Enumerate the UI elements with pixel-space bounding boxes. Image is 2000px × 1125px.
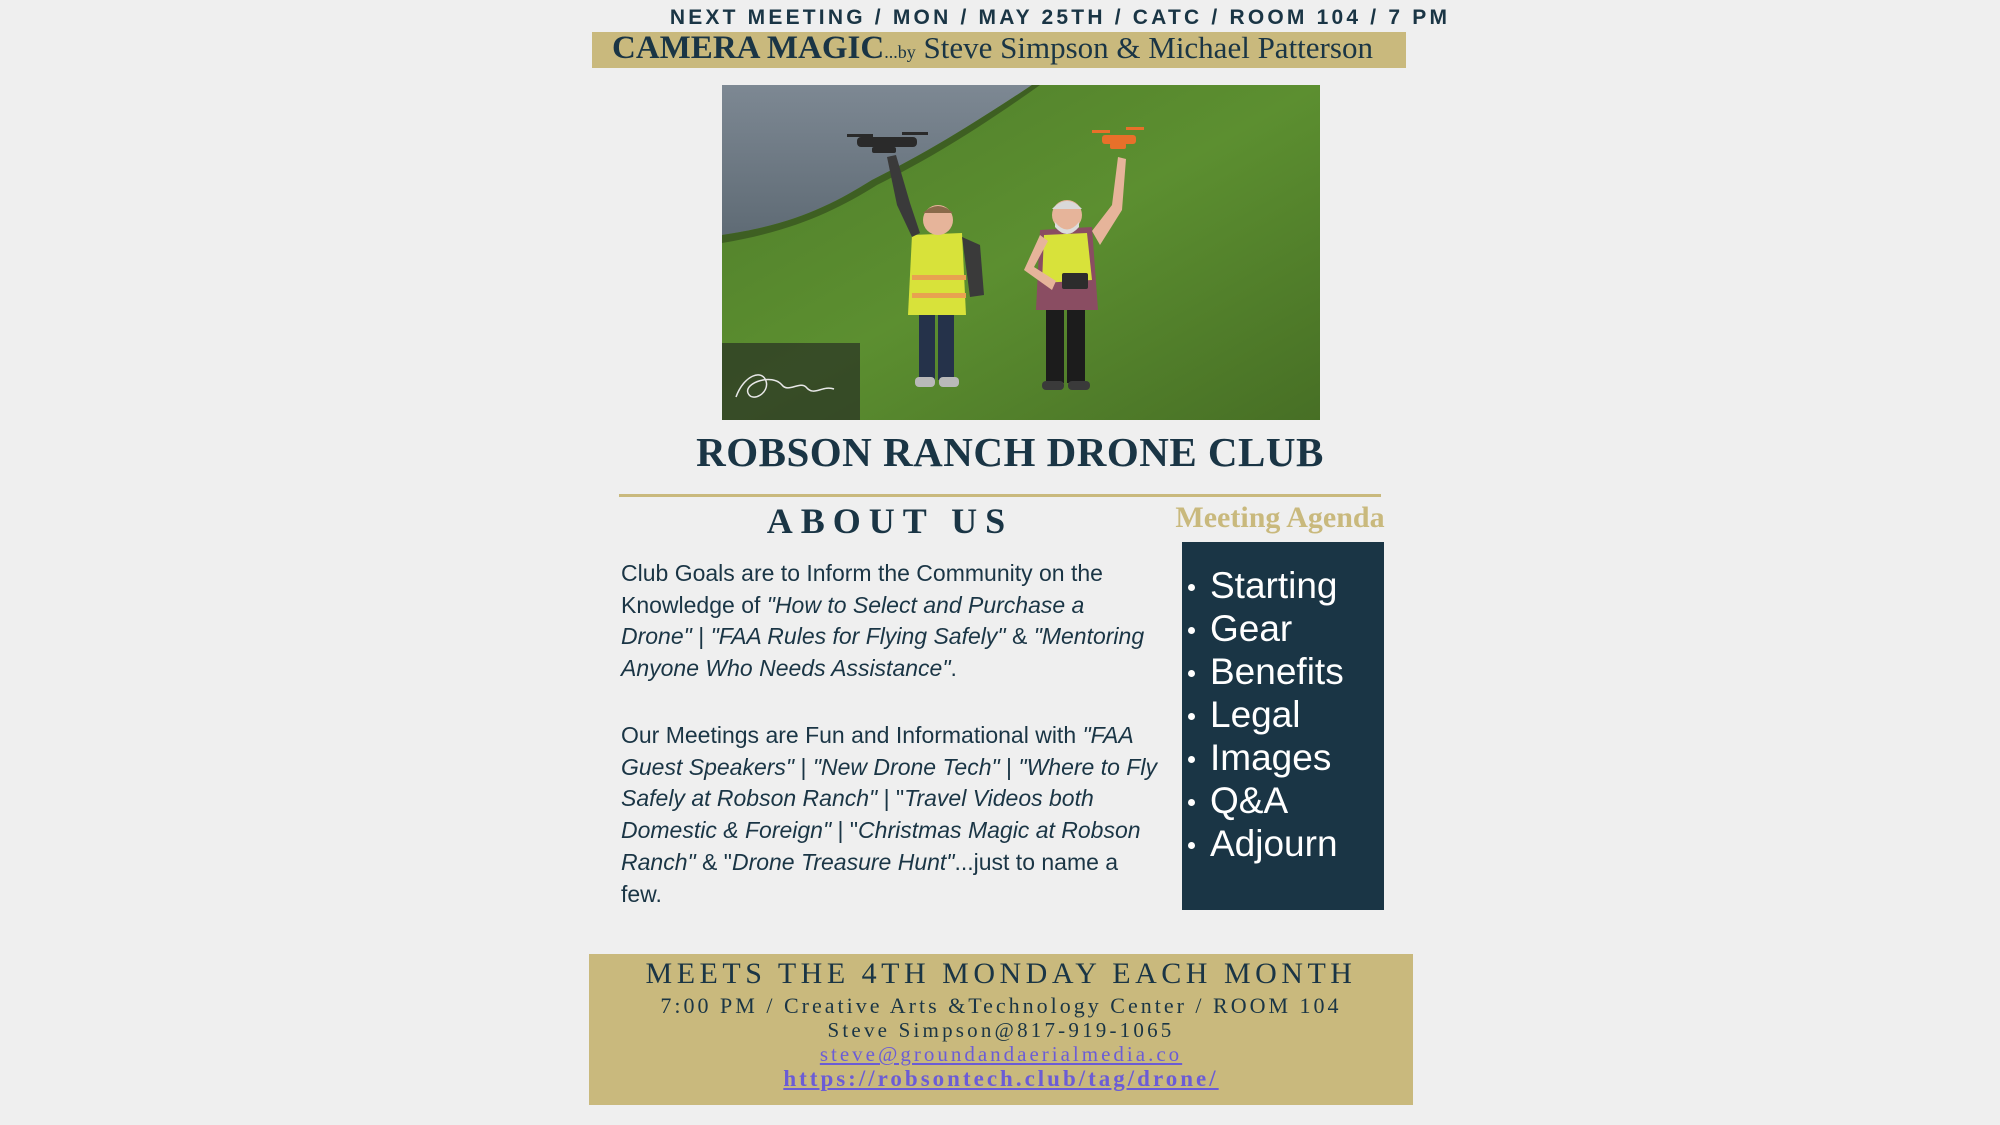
camera-magic-by: ...by xyxy=(884,42,916,62)
camera-magic-presenters: Steve Simpson & Michael Patterson xyxy=(915,30,1373,65)
divider xyxy=(619,494,1381,497)
email-line xyxy=(589,1042,1413,1067)
url-line xyxy=(589,1066,1413,1092)
agenda-item: Benefits xyxy=(1188,650,1344,693)
contact-phone: Steve Simpson@817-919-1065 xyxy=(827,1018,1175,1042)
agenda-item: Legal xyxy=(1188,693,1344,736)
meeting-location: 7:00 PM / Creative Arts &Technology Center / ROOM 104 xyxy=(660,993,1342,1018)
agenda-item: Adjourn xyxy=(1188,822,1344,865)
meetings-paragraph: Our Meetings are Fun and Informational with "FAA Guest Speakers" | "New Drone Tech" | "Where to Fly Safely at Robson Ranch" | "Travel Videos both Domestic & Foreign" | "Christmas Magic at Robson Ranch" & "Drone Treasure Hunt"...just to name a few. xyxy=(621,722,1157,907)
agenda-item: Q&A xyxy=(1188,779,1344,822)
club-title: ROBSON RANCH DRONE CLUB xyxy=(696,429,1324,475)
website-link[interactable]: https://robsontech.club/tag/drone/ xyxy=(783,1066,1219,1091)
meeting-agenda-heading: Meeting Agenda xyxy=(1175,501,1385,534)
agenda-item: Gear xyxy=(1188,607,1344,650)
camera-magic-heading xyxy=(612,30,1373,67)
agenda-list xyxy=(1188,564,1344,865)
agenda-item: Starting xyxy=(1188,564,1344,607)
about-us-heading: ABOUT US xyxy=(766,501,1014,541)
meets-schedule: MEETS THE 4TH MONDAY EACH MONTH xyxy=(645,957,1357,990)
email-link[interactable]: steve@groundandaerialmedia.co xyxy=(819,1042,1183,1066)
agenda-item: Images xyxy=(1188,736,1344,779)
drone-pilots-photo xyxy=(722,85,1320,420)
camera-magic-title: CAMERA MAGIC xyxy=(612,30,885,66)
club-goals-paragraph: Club Goals are to Inform the Community on the Knowledge of "How to Select and Purchase a Drone" | "FAA Rules for Flying Safely" & "Mentoring Anyone Who Needs Assistance". xyxy=(621,560,1145,682)
next-meeting-banner: NEXT MEETING / MON / MAY 25TH / CATC / ROOM 104 / 7 PM xyxy=(669,6,1451,29)
